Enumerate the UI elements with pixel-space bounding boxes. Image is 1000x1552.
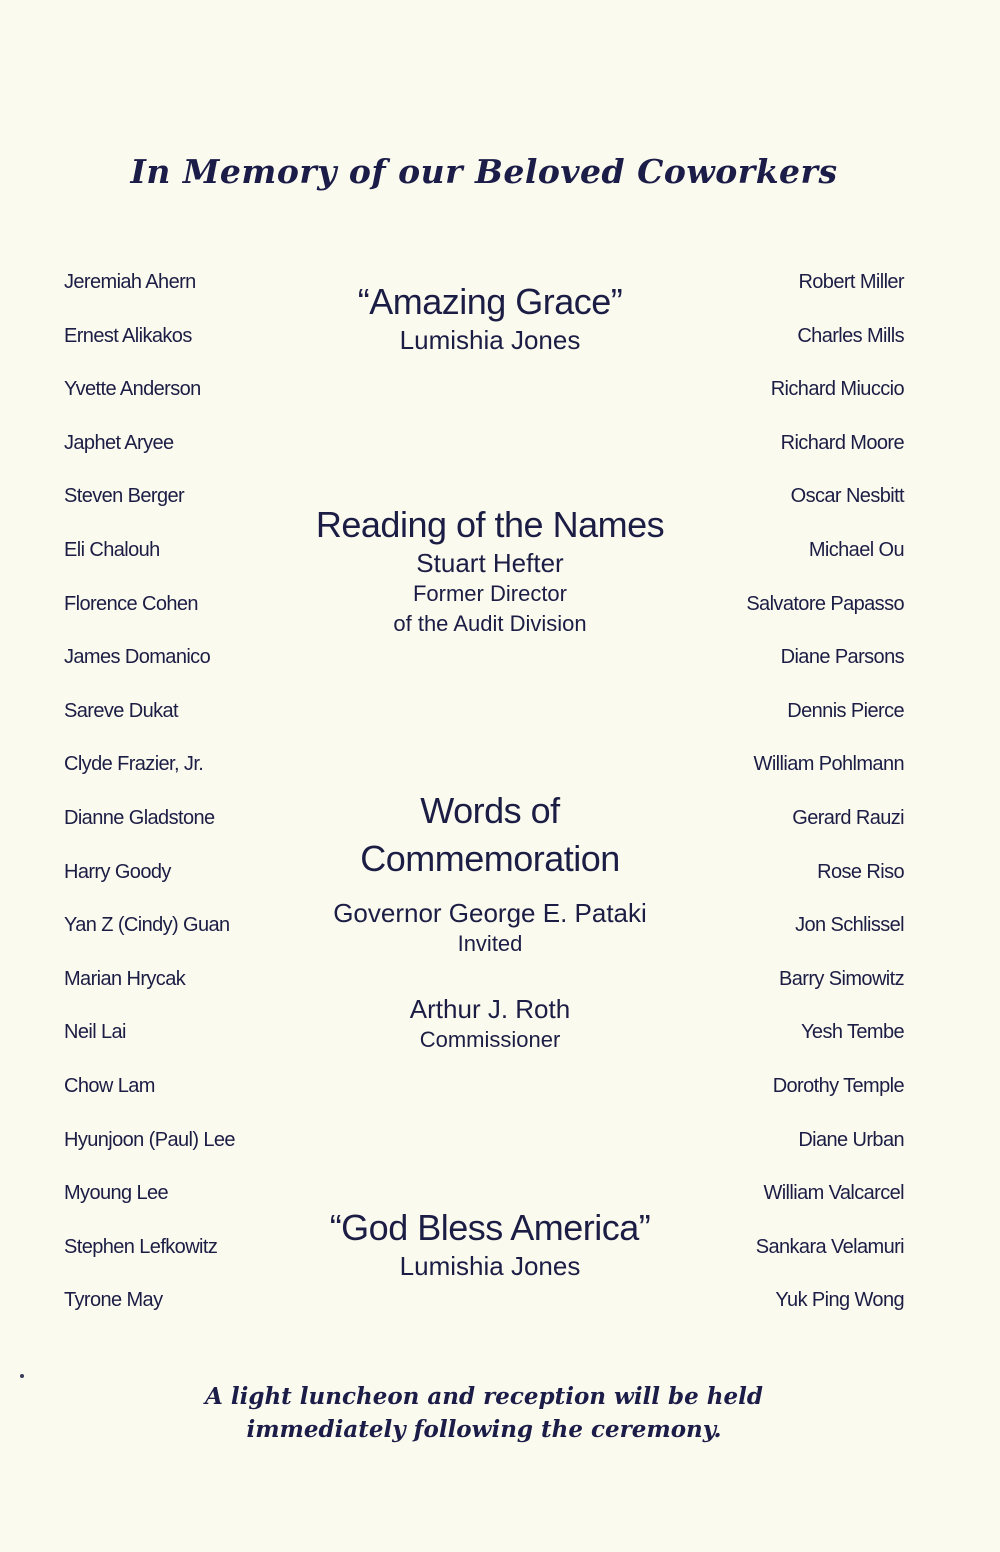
reading-names-role-line2: of the Audit Division [393, 611, 587, 636]
right-names-column [746, 266, 904, 1338]
commissioner-role: Commissioner [419, 1027, 561, 1052]
right-name-5: Oscar Nesbitt [790, 485, 904, 508]
right-name-2: Charles Mills [797, 324, 904, 347]
reading-names-title: Reading of the Names [315, 504, 665, 545]
right-name-13: Jon Schlissel [795, 914, 904, 937]
words-title-line1: Words of [420, 790, 560, 831]
reading-names-role-line1: Former Director [412, 581, 567, 606]
left-name-7: Florence Cohen [64, 592, 198, 615]
left-name-8: James Domanico [64, 646, 211, 669]
left-name-16: Chow Lam [64, 1074, 155, 1097]
left-name-13: Yan Z (Cindy) Guan [64, 914, 230, 937]
right-name-10: William Pohlmann [753, 753, 904, 776]
right-name-18: William Valcarcel [763, 1182, 904, 1205]
left-name-14: Marian Hrycak [64, 967, 186, 990]
right-name-19: Sankara Velamuri [755, 1235, 904, 1258]
amazing-grace-title: “Amazing Grace” [357, 281, 623, 322]
left-name-1: Jeremiah Ahern [64, 271, 196, 293]
right-name-12: Rose Riso [817, 860, 904, 883]
paper-speck [20, 1374, 24, 1378]
reading-names-speaker: Stuart Hefter [416, 548, 564, 578]
left-name-10: Clyde Frazier, Jr. [64, 753, 204, 776]
footer-note [0, 1380, 968, 1446]
right-name-6: Michael Ou [808, 538, 904, 561]
right-name-11: Gerard Rauzi [792, 806, 904, 829]
left-name-15: Neil Lai [64, 1021, 126, 1044]
left-name-5: Steven Berger [64, 485, 185, 508]
god-bless-section [290, 1206, 690, 1282]
page-title: In Memory of our Beloved Coworkers [130, 152, 838, 191]
right-name-17: Diane Urban [798, 1128, 904, 1151]
governor-name: Governor George E. Pataki [333, 898, 647, 928]
left-name-17: Hyunjoon (Paul) Lee [64, 1128, 235, 1151]
right-name-16: Dorothy Temple [772, 1074, 904, 1097]
amazing-grace-section [290, 280, 690, 356]
left-names-column [64, 266, 235, 1338]
left-name-12: Harry Goody [64, 860, 171, 883]
right-name-15: Yesh Tembe [801, 1021, 904, 1044]
footer-line2: immediately following the ceremony. [246, 1416, 722, 1443]
commissioner-name: Arthur J. Roth [409, 994, 571, 1024]
footer-line1: A light luncheon and reception will be held [205, 1383, 763, 1410]
right-name-7: Salvatore Papasso [746, 592, 904, 615]
right-name-14: Barry Simowitz [779, 967, 904, 990]
amazing-grace-performer: Lumishia Jones [399, 325, 581, 355]
right-name-4: Richard Moore [780, 431, 904, 454]
left-name-6: Eli Chalouh [64, 538, 160, 561]
words-title-line2: Commemoration [360, 838, 620, 879]
right-name-8: Diane Parsons [780, 646, 904, 669]
right-name-20: Yuk Ping Wong [775, 1289, 904, 1312]
right-name-1: Robert Miller [798, 271, 904, 293]
god-bless-performer: Lumishia Jones [399, 1251, 581, 1281]
reading-names-section [290, 503, 690, 639]
left-name-11: Dianne Gladstone [64, 806, 215, 829]
governor-note: Invited [457, 931, 523, 956]
left-name-20: Tyrone May [64, 1289, 163, 1312]
god-bless-title: “God Bless America” [329, 1207, 651, 1248]
left-name-4: Japhet Aryee [64, 431, 174, 454]
right-name-3: Richard Miuccio [770, 378, 904, 401]
left-name-18: Myoung Lee [64, 1182, 169, 1205]
right-name-9: Dennis Pierce [787, 699, 904, 722]
left-name-3: Yvette Anderson [64, 378, 201, 401]
left-name-2: Ernest Alikakos [64, 324, 192, 347]
left-name-9: Sareve Dukat [64, 699, 178, 722]
words-commemoration-section [290, 787, 690, 1055]
left-name-19: Stephen Lefkowitz [64, 1235, 218, 1258]
